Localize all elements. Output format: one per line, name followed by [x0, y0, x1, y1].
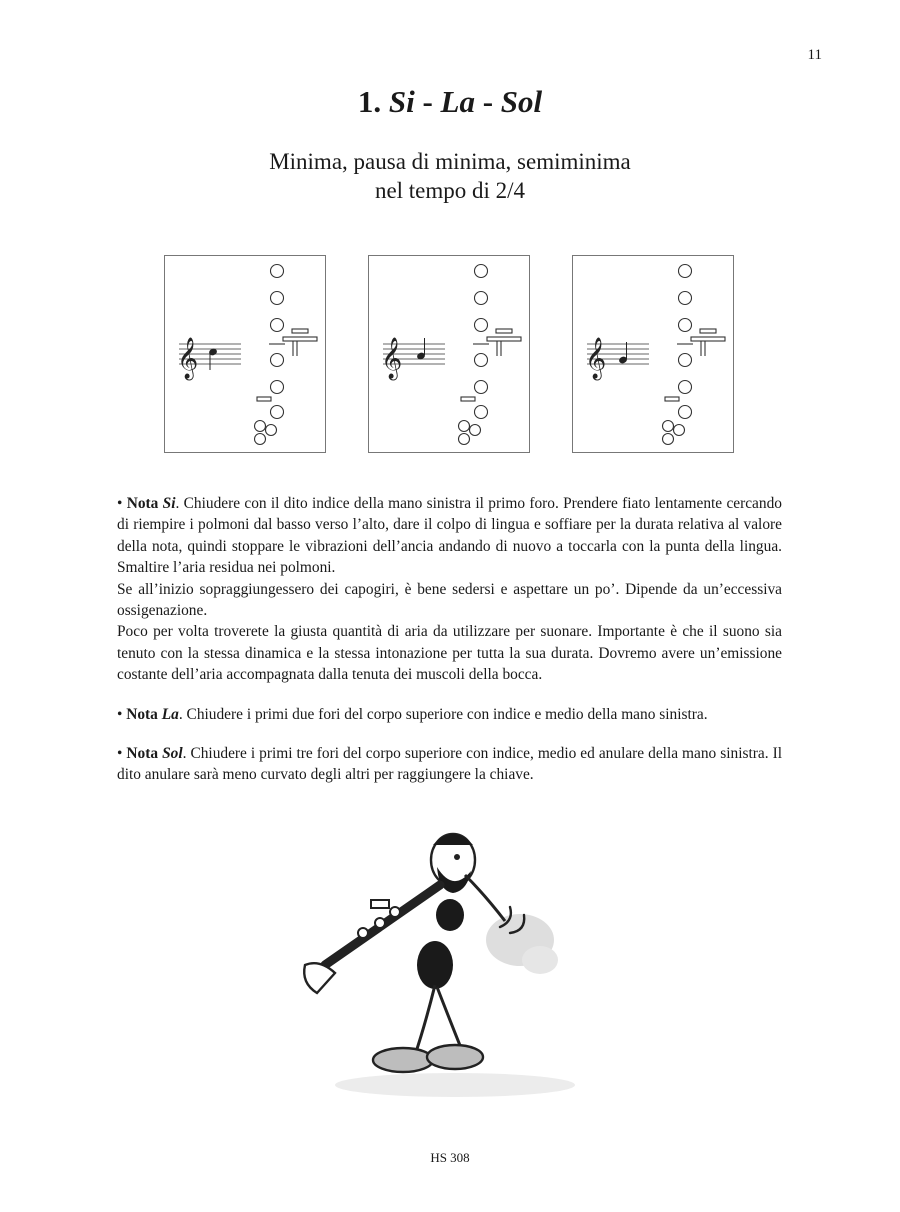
- subtitle: [0, 147, 900, 205]
- fingering-chart-si: [165, 256, 327, 454]
- nota-label: Nota: [126, 495, 159, 512]
- nota-la-text: . Chiudere i primi due fori del corpo superiore con indice e medio della mano sinistra.: [178, 705, 708, 723]
- nota-sol-text: . Chiudere i primi tre fori del corpo superiore con indice, medio ed anulare della mano sinistra. Il dito anulare sarà meno curvato degli altri per raggiungere la chiave.: [117, 745, 782, 784]
- subtitle-line-2: nel tempo di 2/4: [374, 178, 526, 203]
- instructions-text: [117, 493, 782, 786]
- fingering-diagrams: [164, 255, 736, 455]
- treble-clef-icon: 𝄞: [381, 338, 403, 379]
- fingering-diagram-sol: [572, 255, 734, 453]
- page-number: 11: [807, 47, 822, 63]
- title-note-sol: Sol: [500, 84, 543, 119]
- paragraph-nota-si: • Nota Si. Chiudere con il dito indice della mano sinistra il primo foro. Prendere fiato lentamente cercando di riempire i polmoni dal basso verso l’alto, dare il colpo di lingua e soffiare per la durata relativa al valore della nota, quindi stoppare le vibrazioni dell’ancia andando di nuovo a toccarla con la punta della lingua. Smaltire l’aria residua nei polmoni.: [117, 495, 782, 577]
- treble-clef-icon: 𝄞: [585, 338, 607, 379]
- note-head-sol: [618, 342, 628, 364]
- fingering-chart-la: [369, 256, 531, 454]
- title-number: 1.: [357, 84, 382, 119]
- page-footer: HS 308: [430, 1150, 470, 1165]
- treble-clef-icon: 𝄞: [177, 338, 199, 379]
- paragraph-nota-sol: • Nota Sol. Chiudere i primi tre fori del corpo superiore con indice, medio ed anulare della mano sinistra. Il dito anulare sarà meno curvato degli altri per raggiungere la chiave.: [117, 745, 782, 784]
- title-note-la: La: [440, 84, 475, 119]
- nota-name: Sol: [162, 745, 183, 763]
- tone-holes: [459, 265, 522, 445]
- title-separator: -: [482, 84, 494, 119]
- clarinet-player-illustration: [285, 815, 620, 1105]
- title-separator: -: [422, 84, 433, 119]
- tone-holes: [663, 265, 726, 445]
- paragraph-nota-la: • Nota La. Chiudere i primi due fori del corpo superiore con indice e medio della mano sinistra.: [117, 705, 708, 723]
- nota-si-text: . Chiudere con il dito indice della mano sinistra il primo foro. Prendere fiato lentamente cercando di riempire i polmoni dal basso verso l’alto, dare il colpo di lingua e soffiare per la durata relativa al valore della nota, quindi stoppare le vibrazioni dell’ancia andando di nuovo a toccarla con la punta della lingua. Smaltire l’aria residua nei polmoni.: [117, 495, 782, 577]
- nota-label: Nota: [126, 745, 159, 763]
- title-note-si: Si: [388, 84, 415, 119]
- paragraph-quantita-aria: Poco per volta troverete la giusta quantità di aria da utilizzare per suonare. Importante è che il suono sia tenuto con la stessa dinamica e la stessa intonazione per tutta la sua durata. Dovremo avere un’emissione costante dell’aria accompagnata dalla tenuta dei muscoli della bocca.: [117, 623, 782, 684]
- fingering-diagram-si: [164, 255, 326, 453]
- nota-label: Nota: [126, 705, 158, 723]
- fingering-chart-sol: [573, 256, 735, 454]
- paragraph-capogiri: Se all’inizio sopraggiungessero dei capogiri, è bene sedersi e aspettare un po’. Dipende da un’eccessiva ossigenazione.: [117, 580, 782, 620]
- nota-name: La: [161, 705, 179, 723]
- nota-name: Si: [162, 495, 176, 512]
- tone-holes: [255, 265, 318, 445]
- cartoon-clarinetist-icon: [285, 815, 620, 1105]
- subtitle-line-1: Minima, pausa di minima, semiminima: [269, 149, 631, 174]
- fingering-diagram-la: [368, 255, 530, 453]
- page-title: [0, 84, 900, 120]
